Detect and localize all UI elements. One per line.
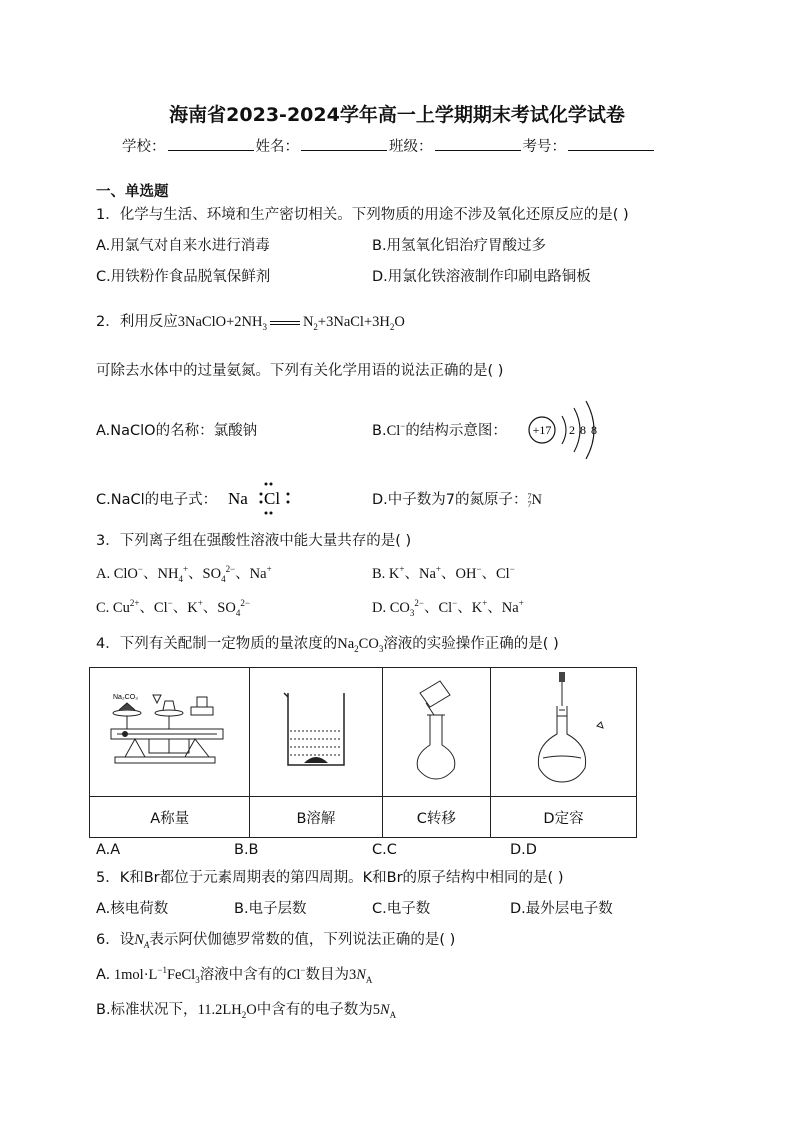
balance-label: Na₂CO₃ xyxy=(112,694,138,701)
q6-stem-b: 表示阿伏伽德罗常数的值，下列说法正确的是( ) xyxy=(149,932,456,948)
q6-option-b[interactable] xyxy=(96,1000,396,1020)
q1-stem: 1．化学与生活、环境和生产密切相关。下列物质的用途不涉及氧化还原反应的是( ) xyxy=(96,207,629,223)
q2-option-c[interactable] xyxy=(96,490,217,510)
q6-b-value: $5N_A$ xyxy=(372,1002,397,1020)
transfer-image-cell xyxy=(382,668,490,797)
school-label: 学校： xyxy=(122,139,166,155)
q2-stem-text: 2．利用反应 xyxy=(96,314,178,330)
caption-a: A称量 xyxy=(90,797,250,838)
shell-2-count: 8 xyxy=(580,423,586,437)
name-field[interactable] xyxy=(301,136,387,151)
volumetric-flask-pour-icon xyxy=(396,675,476,785)
shell-1-count: 2 xyxy=(569,423,575,437)
q2-c-text: C.NaCl的电子式： xyxy=(96,492,218,508)
q4-stem-suffix: 溶液的实验操作正确的是( ) xyxy=(383,636,559,652)
q3-option-d[interactable]: D. $CO_3^{2-}$、Cl−、K+、Na+ xyxy=(372,598,524,618)
q2-b-ion: Cl− xyxy=(386,421,406,439)
caption-b: B溶解 xyxy=(250,797,382,838)
q4-option-b[interactable]: B.B xyxy=(234,842,259,858)
q3-option-c[interactable]: C. $Cu^{2+}$、Cl−、K+、$SO_4^{2-}$ xyxy=(96,598,250,618)
q2-b-suffix: 的结构示意图： xyxy=(405,423,507,439)
balance-icon xyxy=(105,685,235,775)
q5-stem: 5．K和Br都位于元素周期表的第四周期。K和Br的原子结构中相同的是( ) xyxy=(96,870,564,886)
q2-stem xyxy=(96,312,405,332)
exam-no-label: 考号： xyxy=(522,139,566,155)
q2-equation: $3NaClO+2NH_3$ $N_2+3NaCl+3H_2O$ xyxy=(177,314,405,332)
q5-option-a[interactable]: A.核电荷数 xyxy=(96,901,169,917)
q2-option-b[interactable] xyxy=(372,421,507,441)
q1-option-a[interactable]: A.用氯气对自来水进行消毒 xyxy=(96,238,270,254)
experiment-table xyxy=(89,667,637,838)
shell-3-count: 8 xyxy=(591,423,597,437)
q4-stem-prefix: 4．下列有关配制一定物质的量浓度的 xyxy=(96,636,338,652)
q5-option-d[interactable]: D.最外层电子数 xyxy=(510,901,613,917)
q2-stem-2: 可除去水体中的过量氨氮。下列有关化学用语的说法正确的是( ) xyxy=(96,363,504,379)
q4-formula: $Na_2CO_3$ xyxy=(337,636,384,654)
q4-stem xyxy=(96,634,559,654)
avogadro-symbol: $N_A$ xyxy=(134,932,150,950)
q1-option-d[interactable]: D.用氯化铁溶液制作印刷电路铜板 xyxy=(372,269,591,285)
caption-c: C转移 xyxy=(382,797,490,838)
q6-stem xyxy=(96,930,455,950)
q1-option-b[interactable]: B.用氢氧化铝治疗胃酸过多 xyxy=(372,238,547,254)
weighing-image-cell xyxy=(90,668,250,797)
svg-text:Cl: Cl xyxy=(264,489,281,508)
nitrogen-isotope: 7 7N xyxy=(527,491,542,509)
q4-option-d[interactable]: D.D xyxy=(510,842,537,858)
q3-option-a[interactable]: A. ClO−、$NH_4^+$、$SO_4^{2-}$、Na+ xyxy=(96,564,272,584)
q2-d-text: D.中子数为7的氮原子： xyxy=(372,492,528,508)
q3-stem: 3．下列离子组在强酸性溶液中能大量共存的是( ) xyxy=(96,533,412,549)
name-label: 姓名： xyxy=(255,139,299,155)
q6-a-value: $3N_A$ xyxy=(348,967,373,985)
q2-option-d[interactable] xyxy=(372,490,542,510)
q2-b-prefix: B. xyxy=(372,423,387,439)
chloride-ion-structure-diagram xyxy=(524,398,604,462)
class-field[interactable] xyxy=(435,136,521,151)
class-label: 班级： xyxy=(389,139,433,155)
q6-a-suffix: 数目为 xyxy=(305,967,349,983)
q6-option-a[interactable] xyxy=(96,965,372,985)
q6-b-prefix: B.标准状况下， xyxy=(96,1002,198,1018)
q6-b-formula: $11.2LH_2O$ xyxy=(197,1002,257,1020)
student-info-line xyxy=(122,136,656,157)
q2-option-a[interactable]: A.NaClO的名称：氯酸钠 xyxy=(96,423,258,439)
q1-option-c[interactable]: C.用铁粉作食品脱氧保鲜剂 xyxy=(96,269,271,285)
q3-option-b[interactable]: B. K+、Na+、OH−、Cl− xyxy=(372,564,515,582)
page-title: 海南省2023-2024学年高一上学期期末考试化学试卷 xyxy=(169,104,625,126)
q6-a-ion: Cl− xyxy=(286,965,306,983)
section-heading: 一、单选题 xyxy=(96,184,169,200)
nucleus-label: +17 xyxy=(532,423,552,437)
q4-option-a[interactable]: A.A xyxy=(96,842,121,858)
beaker-icon xyxy=(266,685,366,775)
q6-a-prefix: A. xyxy=(96,967,111,983)
q5-option-b[interactable]: B.电子层数 xyxy=(234,901,307,917)
caption-d: D定容 xyxy=(490,797,636,838)
q6-b-mid: 中含有的电子数为 xyxy=(256,1002,373,1018)
svg-text:Na: Na xyxy=(228,489,248,508)
dissolving-image-cell xyxy=(250,668,382,797)
final-volume-image-cell xyxy=(490,668,636,797)
q6-a-mid: 溶液中含有的 xyxy=(199,967,287,983)
q6-stem-a: 6．设 xyxy=(96,932,135,948)
q5-option-c[interactable]: C.电子数 xyxy=(372,901,431,917)
q6-a-formula: $1mol\cdot L^{-1}FeCl_3$ xyxy=(110,965,200,985)
nacl-electron-formula xyxy=(226,478,296,518)
volumetric-flask-dropper-icon xyxy=(513,670,613,790)
school-field[interactable] xyxy=(168,136,254,151)
exam-no-field[interactable] xyxy=(568,136,654,151)
q4-option-c[interactable]: C.C xyxy=(372,842,397,858)
